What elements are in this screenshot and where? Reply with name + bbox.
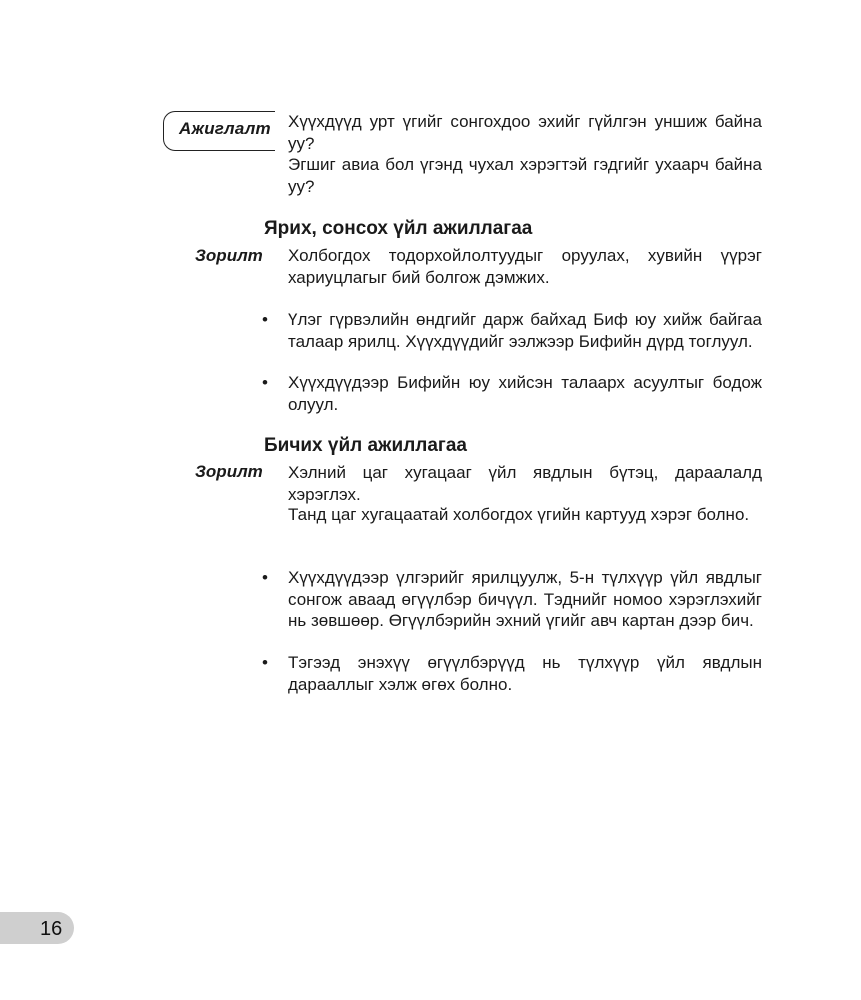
page-number: 16 [40,918,63,940]
bullet-marker: • [262,373,268,392]
section-title-speaking: Ярих, сонсох үйл ажиллагаа [264,218,533,239]
goal-text-speaking: Холбогдох тодорхойлолтуудыг оруулах, хувийн үүрэг хариуцлагыг бий болгож дэмжих. [288,246,762,287]
observation-label: Ажиглалт [179,119,271,138]
page-number-tab [0,912,74,944]
writing-bullet-1: Хүүхдүүдээр үлгэрийг ярилцуулж, 5-н түлхүүр үйл явдлыг сонгож аваад өгүүлбэр бичүүл. Тэднийг номоо хэрэглэхийг нь зөвшөөр. Өгүүлбэрийн эхний үгийг авч картан дээр бич. [288,568,762,630]
bullet-marker: • [262,310,268,329]
observation-question-1: Хүүхдүүд урт үгийг сонгохдоо эхийг гүйлгэн уншиж байна уу? [288,112,762,153]
observation-question-2: Эгшиг авиа бол үгэнд чухал хэрэгтэй гэдгийг ухаарч байна уу? [288,155,762,196]
goal-note-writing: Танд цаг хугацаатай холбогдох үгийн картууд хэрэг болно. [288,505,750,524]
section-title-writing: Бичих үйл ажиллагаа [264,435,467,456]
speaking-bullet-2: Хүүхдүүдээр Бифийн юу хийсэн талаарх асуултыг бодож олуул. [288,373,762,414]
goal-label-writing: Зорилт [195,462,263,481]
bullet-marker: • [262,653,268,672]
goal-label-speaking: Зорилт [195,246,263,265]
speaking-bullet-1: Үлэг гүрвэлийн өндгийг дарж байхад Биф юу хийж байгаа талаар ярилц. Хүүхдүүдийг ээлжээр Бифийн дүрд тоглуул. [288,310,762,351]
writing-bullet-2: Тэгээд энэхүү өгүүлбэрүүд нь түлхүүр үйл явдлын дарааллыг хэлж өгөх болно. [288,653,762,694]
goal-text-writing: Хэлний цаг хугацааг үйл явдлын бүтэц, дараалалд хэрэглэх. [288,463,762,504]
bullet-marker: • [262,568,268,587]
